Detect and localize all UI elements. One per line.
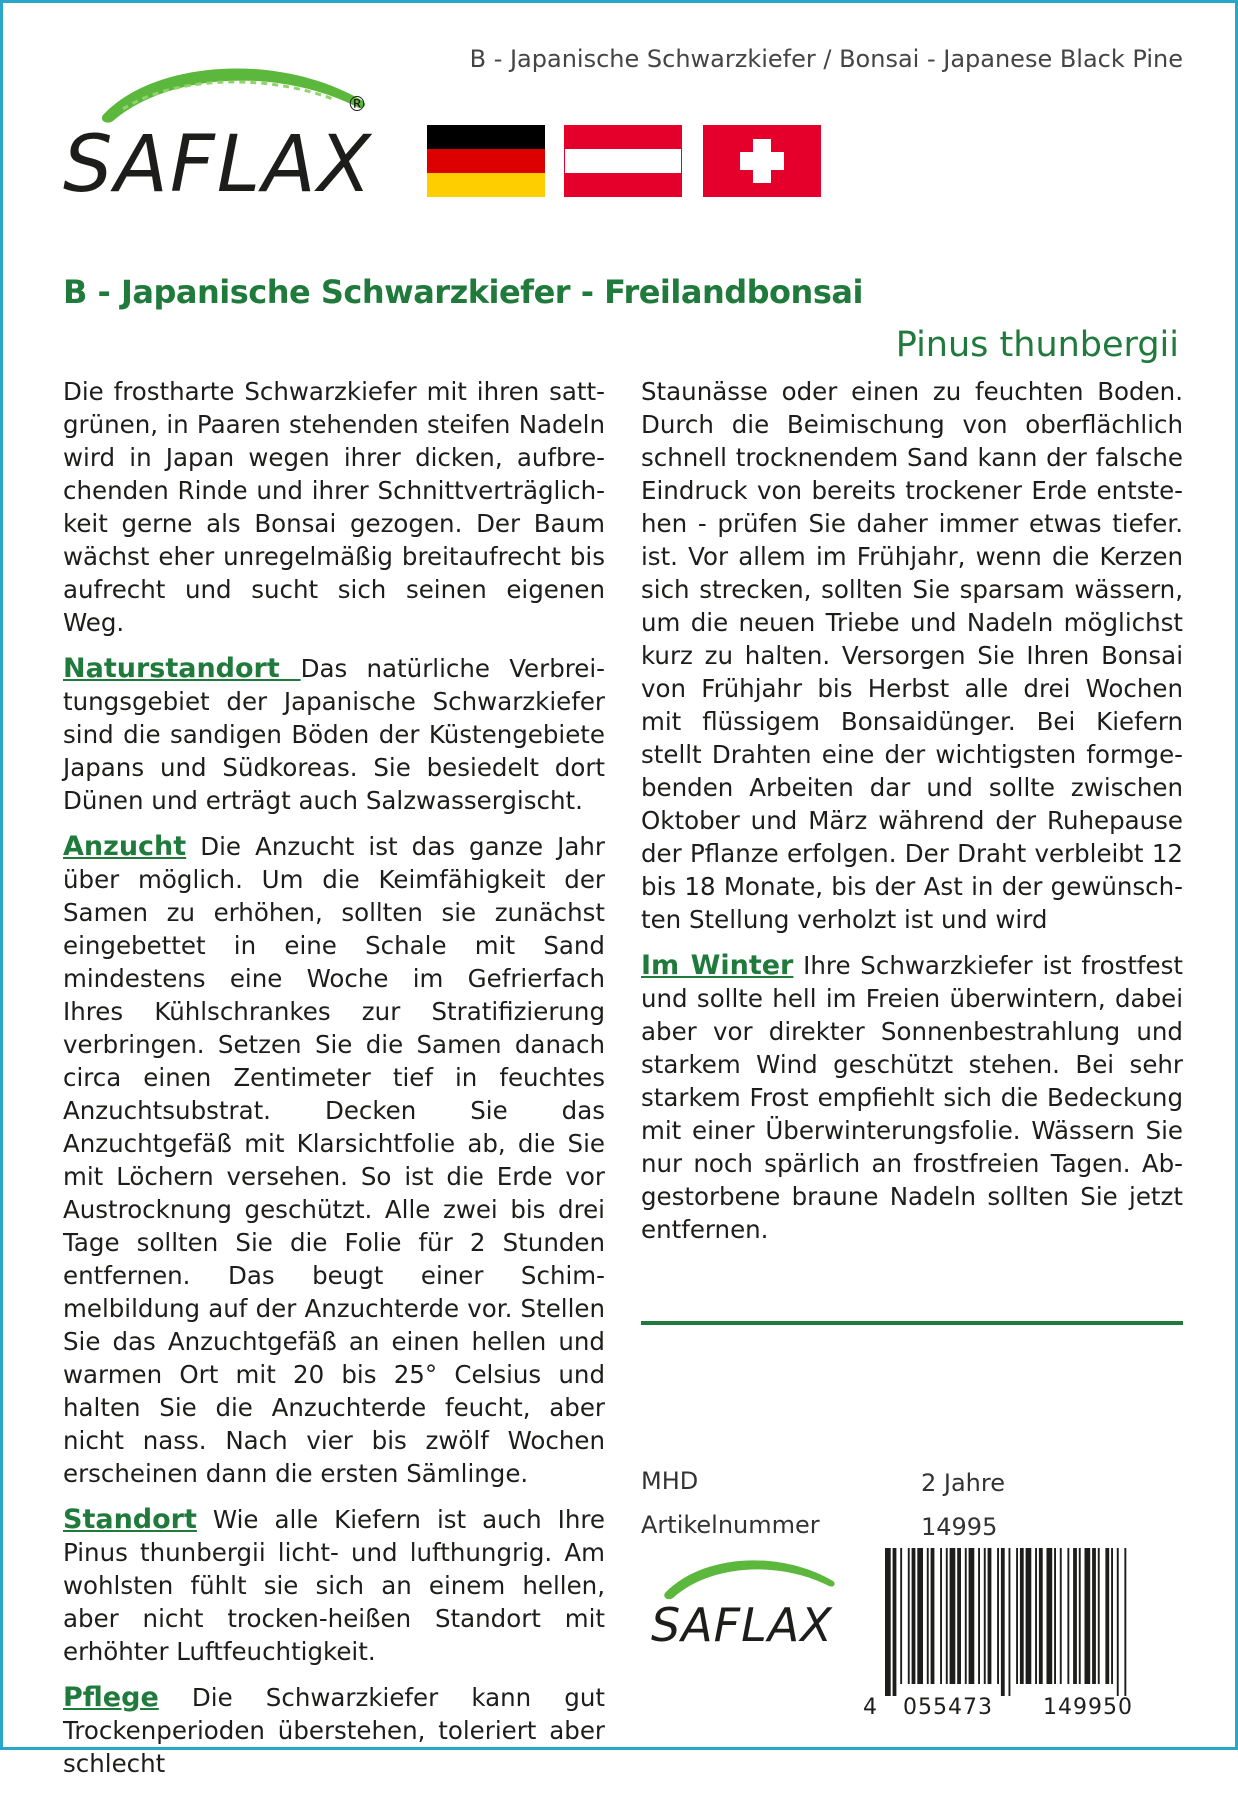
barcode-bar xyxy=(912,1548,916,1684)
barcode-bar xyxy=(927,1548,929,1684)
pflege-text: Die Schwarzkiefer kann gut Trockenperioden überstehen, toleriert aber schlecht xyxy=(63,1683,605,1778)
barcode-bar xyxy=(1085,1548,1091,1684)
barcode-digits-left: 055473 xyxy=(903,1695,993,1720)
barcode-bar xyxy=(1054,1548,1056,1684)
product-title: B - Japanische Schwarzkiefer - Freilandbonsai xyxy=(63,273,863,311)
barcode-bar xyxy=(965,1548,967,1684)
barcode-digits-right: 149950 xyxy=(1043,1695,1133,1720)
barcode-bar xyxy=(946,1548,948,1684)
barcode-bar xyxy=(1073,1548,1077,1684)
barcode-bar xyxy=(931,1548,935,1684)
barcode-digit-first: 4 xyxy=(863,1695,877,1720)
section-anzucht xyxy=(63,830,605,1490)
header-subtitle: B - Japanische Schwarzkiefer / Bonsai - Japanese Black Pine xyxy=(469,45,1183,73)
brand-wordmark: SAFLAX xyxy=(651,1598,833,1652)
anzucht-text: Die Anzucht ist das ganze Jahr über möglich. Um die Keimfähigkeit der Samen zu erhöhen, sollten sie zunächst eingebettet in eine Schale mit Sand mindestens eine Woche im Gefrierfach Ihres Kühlschrankes zur Stratifizierung verbringen. Setzen Sie die Samen danach circa einen Zentimeter tief in feuchtes Anzuchtsubstrat. Decken Sie das Anzuchtgefäß mit Klarsichtfolie ab, die Sie mit Löchern versehen. So ist die Erde vor Austrocknung geschützt. Alle zwei bis drei Tage sollten Sie die Folie für 2 Stunden entfernen. Das beugt einer Schimmelbildung auf der Anzuchterde vor. Stellen Sie das Anzuchtgefäß an einen hellen und warmen Ort mit 20 bis 25° Celsius und halten Sie die Anzuchterde feucht, aber nicht nass. Nach vier bis zwölf Wochen erscheinen dann die ersten Sämlinge. xyxy=(63,832,605,1488)
section-standort xyxy=(63,1503,605,1668)
germany-flag-icon xyxy=(427,125,545,197)
latin-name: Pinus thunbergii xyxy=(895,325,1179,365)
saflax-logo xyxy=(63,43,423,213)
barcode-bar xyxy=(1067,1548,1069,1684)
barcode-bar xyxy=(885,1548,891,1696)
pflege-heading: Pflege xyxy=(63,1682,159,1713)
pflege-continued: Staunässe oder einen zu feuchten Boden. Durch die Beimischung von oberflächlich schnell trocknendem Sand kann der falsche Eindruck von bereits trockener Erde entstehen - prüfen Sie daher immer etwas tiefer. ist. Vor allem im Frühjahr, wenn die Kerzen sich strecken, sollten Sie sparsam wässern, um die neuen Triebe und Nadeln möglichst kurz zu halten. Versorgen Sie Ihren Bonsai von Frühjahr bis Herbst alle drei Wochen mit flüssigem Bonsaidünger. Bei Kiefern stellt Drahten eine der wichtigsten formgebenden Arbeiten dar und sollte zwischen Oktober und März während der Ruhepause der Pflanze erfolgen. Der Draht verbleibt 12 bis 18 Monate, bis der Ast in der gewünschten Stellung verholzt ist und wird xyxy=(641,377,1183,934)
barcode-bar xyxy=(940,1548,942,1684)
intro-paragraph: Die frostharte Schwarzkiefer mit ihren sattgrünen, in Paaren stehenden steifen Nadeln wird in Japan wegen ihrer dicken, aufbrechenden Rinde und ihrer Schnittverträglichkeit gerne als Bonsai gezogen. Der Baum wächst eher unregelmäßig breitaufrecht bis aufrecht und sucht sich seinen eigenen Weg. xyxy=(63,377,605,637)
barcode-bar xyxy=(900,1548,902,1684)
article-number-label: Artikelnummer xyxy=(641,1511,820,1539)
barcode-bar xyxy=(997,1548,999,1684)
barcode-bar xyxy=(1001,1548,1005,1696)
switzerland-flag-icon xyxy=(703,125,821,197)
barcode-bar xyxy=(988,1548,992,1684)
barcode-bar xyxy=(984,1548,986,1684)
section-im-winter xyxy=(641,949,1183,1246)
text-column-left xyxy=(63,375,605,1793)
austria-flag-icon xyxy=(564,125,682,197)
barcode-bar xyxy=(1117,1548,1119,1696)
barcode-bar xyxy=(1016,1548,1018,1684)
im-winter-text: Ihre Schwarzkiefer ist frostfest und sollte hell im Freien überwintern, dabei aber vor direkter Sonnenbestrahlung und starkem Wind geschützt stehen. Bei sehr starkem Frost empfiehlt sich die Bedeckung mit einer Überwinterungsfolie. Wässern Sie nur noch spärlich an frostfreien Tagen. Abgestorbene braune Nadeln sollten Sie jetzt entfernen. xyxy=(641,951,1184,1244)
barcode-bar xyxy=(978,1548,980,1684)
barcode-bar xyxy=(893,1548,897,1696)
standort-heading: Standort xyxy=(63,1504,197,1535)
barcode-bar xyxy=(1047,1548,1053,1684)
article-number-value: 14995 xyxy=(921,1513,998,1541)
section-naturstandort xyxy=(63,652,605,817)
brush-swoosh-icon xyxy=(664,1560,834,1599)
barcode-bar xyxy=(1009,1548,1011,1696)
barcode-bar xyxy=(1060,1548,1062,1684)
section-pflege xyxy=(63,1681,605,1780)
barcode-bar xyxy=(969,1548,975,1684)
barcode-bar xyxy=(1105,1548,1109,1684)
barcode-bar xyxy=(1026,1548,1032,1684)
barcode-bar xyxy=(917,1548,923,1684)
mhd-value: 2 Jahre xyxy=(921,1469,1005,1497)
barcode-bars xyxy=(885,1548,1126,1696)
barcode xyxy=(859,1548,1184,1718)
text-column-right xyxy=(641,375,1183,1259)
naturstandort-heading: Naturstandort xyxy=(63,653,301,684)
im-winter-heading: Im Winter xyxy=(641,950,794,981)
barcode-bar xyxy=(1079,1548,1081,1684)
barcode-bar xyxy=(950,1548,956,1684)
section-divider xyxy=(641,1321,1183,1325)
naturstandort-text: Das natürliche Verbreitungsgebiet der Japanische Schwarzkiefer sind die sandigen Böden der Küstengebiete Japans und Südkoreas. Sie besiedelt dort Dünen und erträgt auch Salzwassergischt. xyxy=(63,654,606,815)
barcode-bar xyxy=(1124,1548,1126,1696)
brand-wordmark: SAFLAX xyxy=(63,120,373,210)
barcode-bar xyxy=(1020,1548,1024,1684)
barcode-bar xyxy=(1092,1548,1096,1684)
standort-text: Wie alle Kiefern ist auch Ihre Pinus thunbergii licht- und lufthungrig. Am wohlsten fühlt sie sich an einem hellen, aber nicht trocken-heißen Standort mit erhöhter Luftfeuchtigkeit. xyxy=(63,1505,605,1666)
barcode-bar xyxy=(957,1548,961,1684)
brush-swoosh-icon xyxy=(102,68,365,122)
barcode-bar xyxy=(908,1548,910,1684)
barcode-bar xyxy=(1111,1548,1113,1684)
barcode-bar xyxy=(1039,1548,1043,1684)
saflax-logo-small xyxy=(643,1543,868,1658)
mhd-label: MHD xyxy=(641,1467,699,1495)
barcode-bar xyxy=(1098,1548,1100,1684)
registered-mark: ® xyxy=(347,92,367,116)
anzucht-heading: Anzucht xyxy=(63,831,187,862)
barcode-bar xyxy=(1035,1548,1037,1684)
